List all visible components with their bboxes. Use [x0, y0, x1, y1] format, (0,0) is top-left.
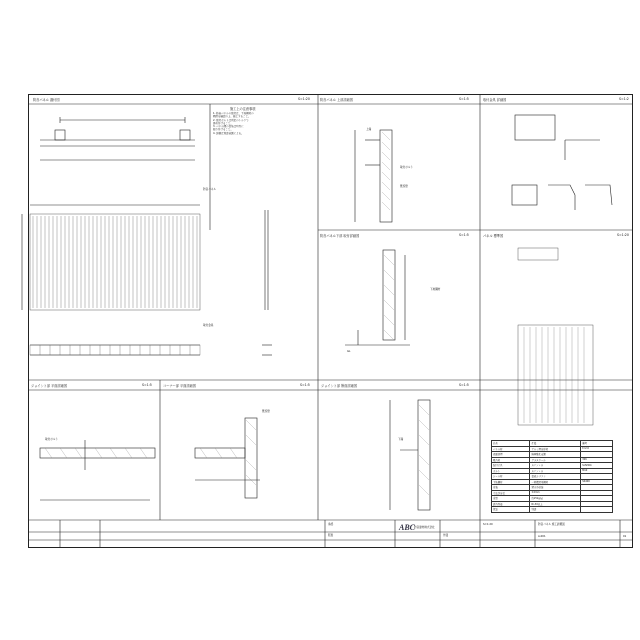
bottom-label: 下端 — [398, 438, 404, 441]
spec-cell: 別途 — [530, 507, 581, 513]
corner-wall-label: 既設壁 — [262, 410, 270, 413]
note-line: 割り付けること。 — [213, 128, 234, 132]
spec-table — [491, 440, 613, 513]
panel-label: 防音パネル — [203, 188, 216, 191]
spec-cell: 取付金具 — [492, 463, 530, 469]
spec-cell: 約25kg/㎡ — [530, 496, 581, 502]
drawing-title: 防音パネル 施工詳細図 — [538, 523, 565, 526]
spec-cell: Rr-30以上 — [530, 501, 581, 507]
note-line: 1. 防音パネルの取付は、下地鋼材の — [213, 112, 254, 115]
elevation-title: 防音パネル 割付図 — [33, 98, 60, 102]
drawing-no: A-001 — [538, 535, 546, 538]
sheet-no: 01 — [623, 535, 627, 538]
gl-label: GL — [347, 350, 351, 353]
spec-cell: SS400 — [581, 479, 613, 485]
spec-cell: 32K — [581, 457, 613, 463]
spec-cell: 品名 — [492, 441, 530, 447]
checked-label: 照査 — [328, 534, 334, 537]
spec-cell: 仕様 — [530, 441, 581, 447]
spec-cell: 錆止め塗装 — [530, 485, 581, 491]
joint-section-title: ジョイント部 断面詳細図 — [321, 384, 358, 388]
note-line: 4. 詳細は別途協議による。 — [213, 131, 244, 135]
joint-section-scale: S=1:5 — [459, 383, 469, 387]
spec-cell: 一般構造用鋼材 — [530, 479, 581, 485]
joint-bolt-label: 取付ボルト — [45, 438, 58, 441]
spec-cell: ステンレス — [530, 468, 581, 474]
company-logo: ABC — [399, 523, 416, 532]
spec-cell: ±2mm — [530, 490, 581, 496]
bracket-title: 取付金具 詳細図 — [483, 98, 507, 102]
bottom-detail-title: 防音パネル下部 取付詳細図 — [320, 234, 360, 238]
notes-title: 施工上の注意事項 — [230, 107, 256, 111]
approved-label: 承認 — [328, 523, 334, 526]
top-detail-title: 防音パネル 上部詳細図 — [320, 98, 353, 102]
spec-cell: 遮音性能 — [492, 501, 530, 507]
panel-std-title: パネル 標準図 — [483, 234, 504, 238]
spec-cell: パネル材 — [492, 446, 530, 452]
spec-cell: 表面処理 — [492, 452, 530, 458]
spec-cell: 下地鋼材 — [492, 479, 530, 485]
spec-cell: t=2.0 — [581, 446, 613, 452]
bottom-detail-scale: S=1:5 — [459, 233, 469, 237]
spec-cell: SUS304 — [581, 463, 613, 469]
drawn-label: 作図 — [443, 534, 449, 537]
spec-cell: 備考 — [581, 441, 613, 447]
top-detail-scale: S=1:5 — [459, 97, 469, 101]
note-line: 締め付けること。 — [213, 121, 234, 125]
note-line: 2. 取付ボルトは所定のトルクで — [213, 118, 249, 122]
notes-list — [213, 112, 254, 135]
top-label: 上端 — [366, 128, 372, 131]
frame-label: 下地鋼材 — [430, 288, 441, 291]
mount-label: 取付金具 — [203, 324, 214, 327]
spec-cell: 吸音材 — [492, 457, 530, 463]
joint-plan-title: ジョイント部 平面詳細図 — [31, 384, 68, 388]
spec-cell: ステンレス — [530, 463, 581, 469]
corner-plan-title: コーナー部 平面詳細図 — [163, 384, 196, 388]
spec-cell: 塗装 — [492, 485, 530, 491]
joint-plan-scale: S=1:5 — [142, 383, 152, 387]
spec-cell: グラスウール — [530, 457, 581, 463]
elevation-scale: S=1:20 — [298, 97, 310, 101]
spec-row — [492, 507, 613, 513]
company-name: 防音建材株式会社 — [414, 526, 435, 529]
spec-cell: 陽極酸化皮膜 — [530, 452, 581, 458]
title-scale: S=1:20 — [483, 523, 493, 526]
note-line: 3. パネル間の目地は均等に — [213, 125, 244, 129]
bracket-scale: S=1:2 — [619, 97, 629, 101]
panel-std-scale: S=1:20 — [617, 233, 629, 237]
spec-cell: ボルト — [492, 468, 530, 474]
spec-cell — [581, 507, 613, 513]
note-line: 精度を確認の上、施工すること。 — [213, 115, 251, 119]
existing-wall-label: 既設壁 — [400, 185, 408, 188]
spec-cell: 寸法許容差 — [492, 490, 530, 496]
spec-cell: 重量 — [492, 496, 530, 502]
spec-cell: アルミ押出形材 — [530, 446, 581, 452]
spec-cell: シール材 — [492, 474, 530, 480]
spec-cell: 保証 — [492, 507, 530, 513]
bolt-label: 取付ボルト — [400, 166, 413, 169]
spec-cell: 変成シリコン — [530, 474, 581, 480]
spec-cell: M10 — [581, 468, 613, 474]
corner-plan-scale: S=1:5 — [300, 383, 310, 387]
